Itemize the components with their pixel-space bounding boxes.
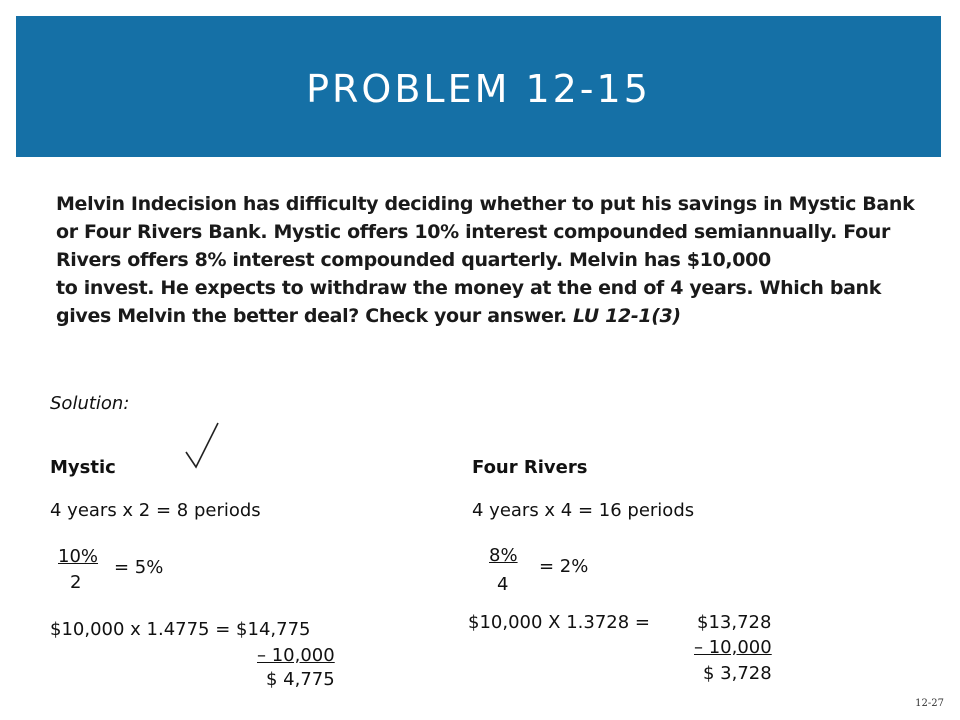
learning-unit-ref: LU 12-1(3) (573, 305, 681, 327)
problem-line-3: Rivers offers 8% interest compounded quarterly. Melvin has $10,000 (56, 249, 771, 271)
four-rivers-calculation: $10,000 X 1.3728 = (468, 612, 650, 633)
four-rivers-result: $13,728 (697, 612, 772, 633)
mystic-rate-result: = 5% (114, 557, 164, 578)
solution-label: Solution: (50, 393, 130, 414)
four-rivers-heading: Four Rivers (472, 457, 588, 478)
four-rivers-minus-principal: – 10,000 (694, 637, 772, 658)
four-rivers-periods: 4 years x 4 = 16 periods (472, 500, 695, 521)
problem-line-2: or Four Rivers Bank. Mystic offers 10% interest compounded semiannually. Four (56, 221, 890, 243)
problem-statement (56, 190, 916, 330)
title-banner (16, 16, 941, 157)
four-rivers-rate-denominator: 4 (497, 574, 509, 595)
problem-line-5 (56, 302, 916, 330)
four-rivers-rate-result: = 2% (539, 556, 589, 577)
slide-title: PROBLEM 12-15 (306, 67, 651, 111)
four-rivers-rate-numerator: 8% (489, 545, 518, 566)
page-number: 12-27 (915, 698, 944, 709)
mystic-interest: $ 4,775 (266, 669, 335, 690)
mystic-periods: 4 years x 2 = 8 periods (50, 500, 261, 521)
checkmark-icon (183, 420, 223, 472)
mystic-rate-denominator: 2 (70, 572, 82, 593)
problem-line-1: Melvin Indecision has difficulty deciding whether to put his savings in Mystic Bank (56, 193, 915, 215)
mystic-minus-principal: – 10,000 (257, 645, 335, 666)
four-rivers-interest: $ 3,728 (703, 663, 772, 684)
problem-line-5-text: gives Melvin the better deal? Check your answer. (56, 305, 574, 327)
mystic-rate-numerator: 10% (58, 546, 99, 567)
mystic-calculation: $10,000 x 1.4775 = $14,775 (50, 619, 311, 640)
mystic-heading: Mystic (50, 457, 116, 478)
problem-line-4: to invest. He expects to withdraw the money at the end of 4 years. Which bank (56, 277, 882, 299)
